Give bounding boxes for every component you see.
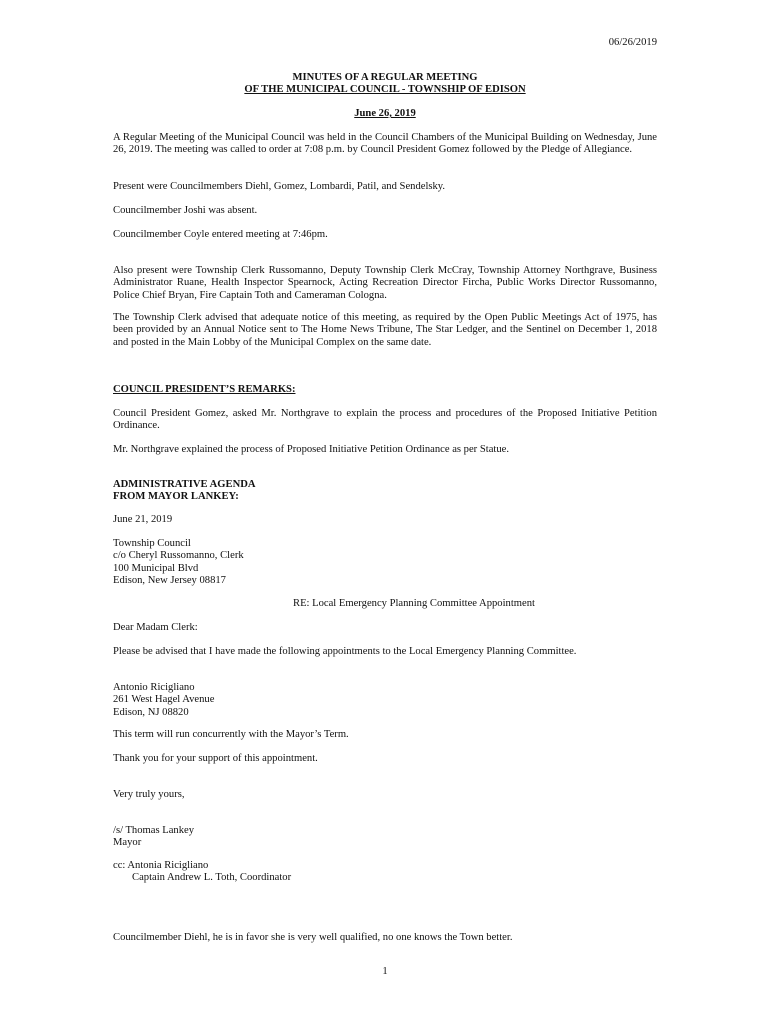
recipient-address (113, 538, 657, 588)
appointee-name: Antonio Ricigliano (113, 682, 195, 693)
remarks-paragraph-1: Council President Gomez, asked Mr. Northgrave to explain the process and procedures of the Proposed Initiative Petition Ordinance. (113, 408, 657, 432)
address-line-3: 100 Municipal Blvd (113, 562, 199, 574)
cc-block (113, 860, 657, 885)
remarks-paragraph-2: Mr. Northgrave explained the process of Proposed Initiative Petition Ordinance as per Statue. (113, 444, 509, 455)
remarks-heading: COUNCIL PRESIDENT’S REMARKS: (113, 384, 296, 395)
re-line: RE: Local Emergency Planning Committee Appointment (293, 598, 535, 609)
cc-line-1: cc: Antonia Ricigliano (113, 860, 209, 871)
meeting-date: June 26, 2019 (354, 108, 416, 119)
title-line-2: OF THE MUNICIPAL COUNCIL - TOWNSHIP OF EDISON (244, 84, 526, 96)
page-number: 1 (382, 966, 388, 977)
document-title (113, 72, 657, 97)
cc-line-2: Captain Andrew L. Toth, Coordinator (132, 872, 292, 884)
entered-paragraph: Councilmember Coyle entered meeting at 7:46pm. (113, 229, 328, 240)
thanks-paragraph: Thank you for your support of this appointment. (113, 753, 318, 764)
signature-block (113, 825, 657, 850)
agenda-heading-line-1: ADMINISTRATIVE AGENDA (113, 479, 256, 490)
appointee-block (113, 682, 657, 719)
also-present-paragraph: Also present were Township Clerk Russomanno, Deputy Township Clerk McCray, Township Attorney Northgrave, Business Administrator Ruane, Health Inspector Spearnock, Acting Recreation Director Fircha, Public Works Director Russomanno, Police Chief Bryan, Fire Captain Toth and Cameraman Cologna. (113, 265, 657, 301)
agenda-heading-line-2: FROM MAYOR LANKEY: (113, 491, 239, 503)
absent-paragraph: Councilmember Joshi was absent. (113, 205, 258, 216)
present-paragraph: Present were Councilmembers Diehl, Gomez, Lombardi, Patil, and Sendelsky. (113, 181, 446, 192)
term-paragraph: This term will run concurrently with the Mayor’s Term. (113, 729, 349, 740)
advise-paragraph: Please be advised that I have made the following appointments to the Local Emergency Planning Committee. (113, 646, 577, 657)
closing: Very truly yours, (113, 789, 185, 800)
address-line-4: Edison, New Jersey 08817 (113, 575, 226, 587)
signature-name: /s/ Thomas Lankey (113, 825, 195, 836)
appointee-street: 261 West Hagel Avenue (113, 694, 215, 706)
salutation: Dear Madam Clerk: (113, 622, 198, 633)
diehl-paragraph: Councilmember Diehl, he is in favor she is very well qualified, no one knows the Town better. (113, 932, 513, 943)
signature-title: Mayor (113, 837, 142, 849)
address-line-1: Township Council (113, 538, 191, 549)
header-date: 06/26/2019 (608, 37, 657, 48)
notice-paragraph: The Township Clerk advised that adequate notice of this meeting, as required by the Open Public Meetings Act of 1975, has been provided by an Annual Notice sent to The Home News Tribune, The Star Ledger, and the Sentinel on December 1, 2018 and posted in the Main Lobby of the Municipal Complex on the same date. (113, 312, 657, 348)
appointee-city: Edison, NJ 08820 (113, 706, 189, 718)
letter-date: June 21, 2019 (113, 514, 173, 525)
agenda-heading (113, 479, 657, 504)
intro-paragraph: A Regular Meeting of the Municipal Council was held in the Council Chambers of the Municipal Building on Wednesday, June 26, 2019. The meeting was called to order at 7:08 p.m. by Council President Gomez followed by the Pledge of Allegiance. (113, 132, 657, 156)
title-line-1: MINUTES OF A REGULAR MEETING (292, 72, 478, 83)
address-line-2: c/o Cheryl Russomanno, Clerk (113, 550, 244, 562)
document-page (113, 0, 657, 1024)
